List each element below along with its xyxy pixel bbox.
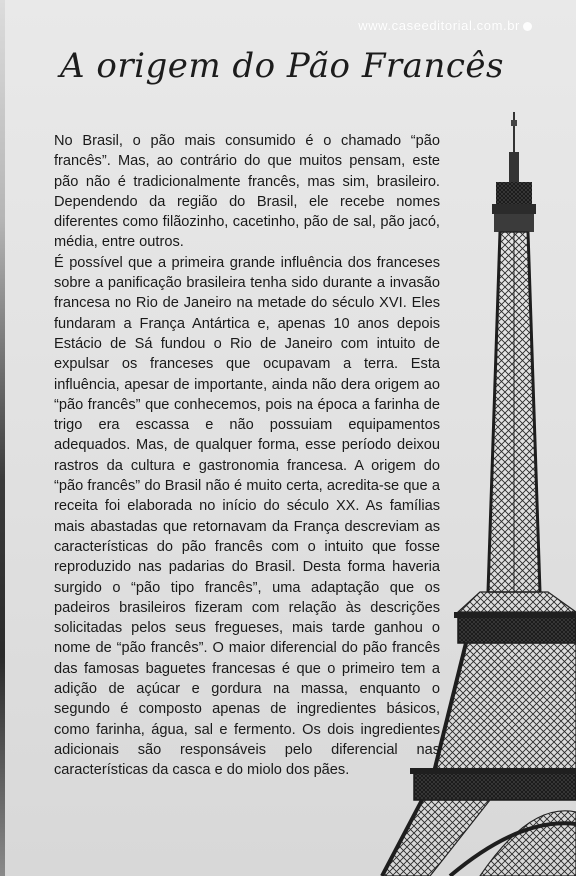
- paragraph-2: É possível que a primeira grande influência dos franceses sobre a panificação brasileira tenha sido durante a invasão francesa no Rio de Janeiro na metade do século XVI. Eles fundaram a França Antártica e, apenas 10 anos depois Estácio de Sá fundou o Rio de Janeiro com intuito de expulsar os franceses que ocupavam a terra. Esta influência, apesar de importante, ainda não dera origem ao “pão francês” que conhecemos, pois na época a farinha de trigo era escassa e não possuiam equipamentos adequados. Mas, de qualquer forma, esse período deixou rastros da cultura e gastronomia francesa. A origem do “pão francês” do Brasil não é muito certa, acredita-se que a receita foi elaborada no início do século XX. As famílias mais abastadas que retornavam da França descreviam as características do pão francês com o intuito que fosse reproduzido nas padarias do Brasil. Desta forma haveria surgido o “pão tipo francês”, uma adaptação que os padeiros brasileiros fizeram com relação às descrições solicitadas pelos seus fregueses, mais tarde ganhou o nome de “pão francês”. O maior diferencial do pão francês das famosas baguetes francesas é que o primeiro tem a adição de açúcar e gordura na massa, enquanto o segundo é composto apenas de ingredientes básicos, como farinha, água, sal e fermento. Os dois ingredientes adicionais são responsáveis pelo diferencial nas características da casca e do miolo dos pães.: [54, 254, 440, 779]
- paragraph-1: No Brasil, o pão mais consumido é o chamado “pão francês”. Mas, ao contrário do que muitos pensam, este pão não é tradicionalmente francês, mas sim, brasileiro. Dependendo da região do Brasil, ele recebe nomes diferentes como filãozinho, cacetinho, pão de sal, pão jacó, média, entre outros.: [54, 133, 440, 251]
- website-url: www.caseeditorial.com.br: [358, 18, 520, 33]
- page-title: A origem do Pão Francês: [60, 46, 504, 86]
- article-body: [54, 131, 440, 781]
- website-bullet-icon: [523, 22, 532, 31]
- page-left-edge: [0, 0, 5, 876]
